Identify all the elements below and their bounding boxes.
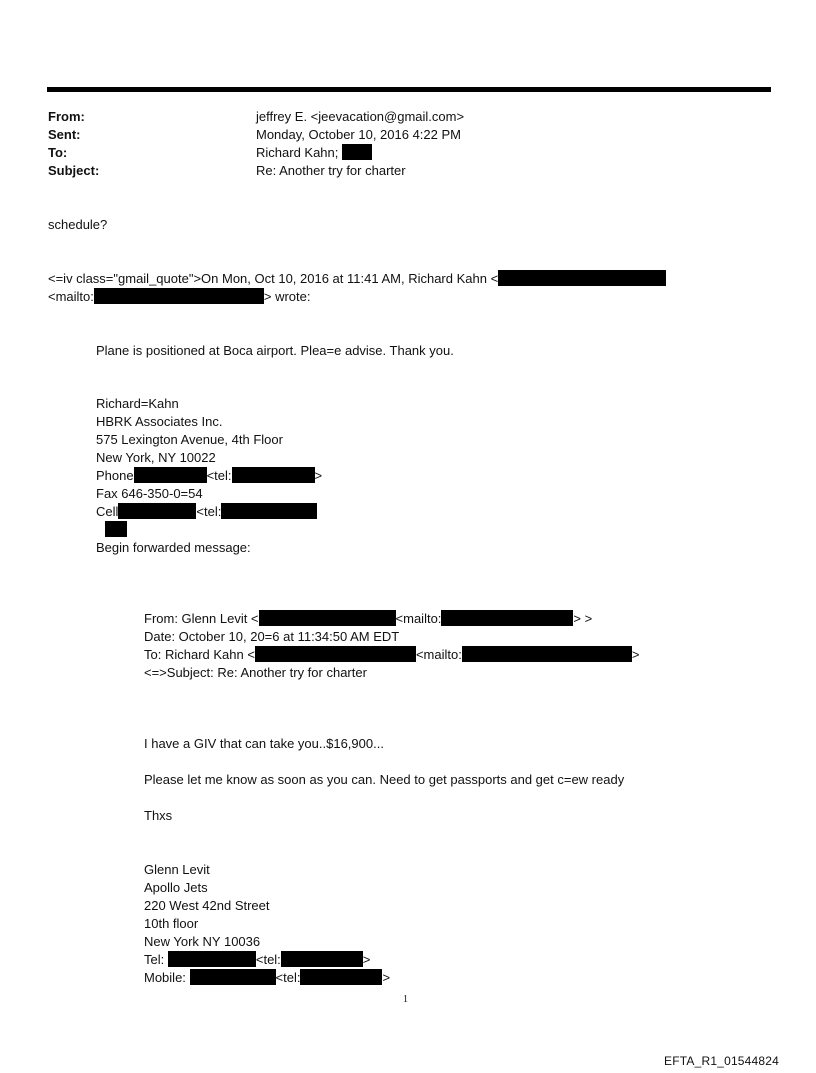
to-label: To: bbox=[48, 145, 68, 160]
begin-forwarded: Begin forwarded message: bbox=[96, 540, 251, 555]
fwd-from-close: > > bbox=[573, 611, 593, 626]
subject-value: Re: Another try for charter bbox=[256, 163, 406, 178]
sig2-tel-text: <tel: bbox=[255, 952, 281, 967]
message-p2: Please let me know as soon as you can. Need to get passports and get c=ew ready bbox=[144, 772, 625, 787]
redaction-block bbox=[134, 467, 207, 483]
redaction-block bbox=[168, 951, 256, 967]
redaction-block bbox=[259, 610, 396, 626]
sig2-tel-label: Tel: bbox=[144, 952, 165, 967]
redaction-block bbox=[300, 969, 382, 985]
wrote-text: > wrote: bbox=[263, 289, 311, 304]
header-rule bbox=[47, 87, 771, 92]
redaction-block bbox=[232, 467, 315, 483]
sig2-company: Apollo Jets bbox=[144, 880, 208, 895]
sig2-mobile-line bbox=[144, 969, 390, 987]
document-id: EFTA_R1_01544824 bbox=[664, 1054, 780, 1068]
sig1-cell-line bbox=[96, 503, 317, 521]
sig2-tel-line bbox=[144, 951, 370, 969]
redaction-block bbox=[221, 503, 317, 519]
redaction-block bbox=[281, 951, 363, 967]
sent-label: Sent: bbox=[48, 127, 81, 142]
phone-label: Phone bbox=[96, 468, 134, 483]
quote-attribution-line1 bbox=[48, 270, 666, 288]
sig2-address2: 10th floor bbox=[144, 916, 199, 931]
sig2-name: Glenn Levit bbox=[144, 862, 210, 877]
fwd-from-text: From: Glenn Levit < bbox=[144, 611, 259, 626]
from-value: jeffrey E. <jeevacation@gmail.com> bbox=[256, 109, 465, 124]
sig2-mobile-label: Mobile: bbox=[144, 970, 186, 985]
subject-label: Subject: bbox=[48, 163, 100, 178]
fwd-subject: <=>Subject: Re: Another try for charter bbox=[144, 665, 367, 680]
sig1-phone-line bbox=[96, 467, 322, 485]
tel-text: <tel: bbox=[206, 468, 232, 483]
sent-value: Monday, October 10, 2016 4:22 PM bbox=[256, 127, 461, 142]
sig2-address1: 220 West 42nd Street bbox=[144, 898, 270, 913]
redaction-block bbox=[94, 288, 264, 304]
message-p1: I have a GIV that can take you..$16,900... bbox=[144, 736, 384, 751]
sig2-address3: New York NY 10036 bbox=[144, 934, 261, 949]
cell-label: Cell bbox=[96, 504, 119, 519]
redaction-block bbox=[441, 610, 573, 626]
redaction-block bbox=[118, 503, 196, 519]
page-number: 1 bbox=[403, 994, 408, 1005]
redaction-block bbox=[190, 969, 276, 985]
quote-attribution-text: <=iv class="gmail_quote">On Mon, Oct 10, 2016 at 11:41 AM, Richard Kahn < bbox=[48, 271, 499, 286]
sig2-tel-close: > bbox=[362, 952, 371, 967]
fwd-from-line bbox=[144, 610, 592, 628]
sig2-mobile-tel: <tel: bbox=[275, 970, 301, 985]
from-label: From: bbox=[48, 109, 85, 124]
fwd-mailto-text: <mailto: bbox=[395, 611, 442, 626]
sig2-mobile-close: > bbox=[382, 970, 391, 985]
mailto-text: <mailto: bbox=[48, 289, 94, 304]
message-p3: Thxs bbox=[144, 808, 173, 823]
fwd-to-close: > bbox=[631, 647, 640, 662]
to-recipient: Richard Kahn; bbox=[256, 145, 339, 160]
cell-tel-text: <tel: bbox=[196, 504, 222, 519]
fwd-date: Date: October 10, 20=6 at 11:34:50 AM EDT bbox=[144, 629, 400, 644]
redaction-block bbox=[342, 144, 372, 160]
fwd-to-text: To: Richard Kahn < bbox=[144, 647, 255, 662]
tel-close: > bbox=[314, 468, 323, 483]
sig1-fax: Fax 646-350-0=54 bbox=[96, 486, 203, 501]
redaction-block bbox=[498, 270, 666, 286]
fwd-to-mailto: <mailto: bbox=[415, 647, 462, 662]
body-line-schedule: schedule? bbox=[48, 217, 108, 232]
sig1-name: Richard=Kahn bbox=[96, 396, 179, 411]
redaction-block bbox=[255, 646, 416, 662]
sig1-company: HBRK Associates Inc. bbox=[96, 414, 223, 429]
to-value bbox=[256, 144, 372, 162]
fwd-to-line bbox=[144, 646, 639, 664]
redaction-block bbox=[462, 646, 632, 662]
sig1-address2: New York, NY 10022 bbox=[96, 450, 216, 465]
quote-attribution-line2 bbox=[48, 288, 311, 306]
redaction-block bbox=[105, 521, 127, 537]
sig1-address1: 575 Lexington Avenue, 4th Floor bbox=[96, 432, 283, 447]
plane-message: Plane is positioned at Boca airport. Plea=e advise. Thank you. bbox=[96, 343, 454, 358]
